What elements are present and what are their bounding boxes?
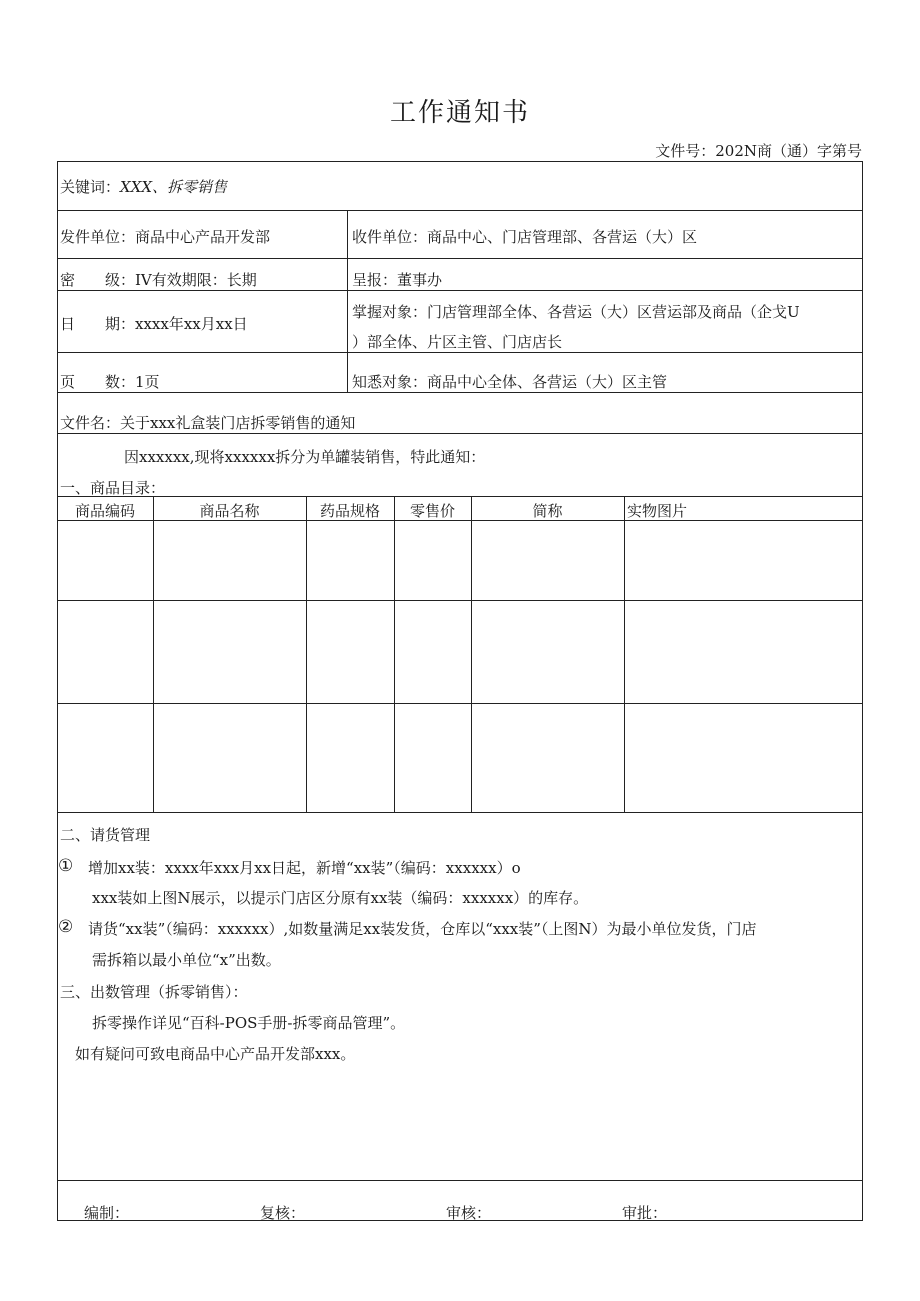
col-header-spec: 药品规格	[319, 502, 380, 520]
table-col-divider-5	[624, 496, 625, 812]
grasp-targets-line2: ）部全体、片区主管、门店店长	[352, 333, 563, 351]
signature-audited: 审核：	[446, 1204, 492, 1222]
section1-title: 一、商品目录：	[60, 479, 166, 497]
header-column-divider	[347, 210, 348, 392]
item1-number: ①	[58, 856, 74, 876]
item1-line2: xxx装如上图N展示，以提示门店区分原有xx装（编码：xxxxxx）的库存。	[92, 889, 589, 907]
section3-line1: 拆零操作详见“百科-POS手册-拆零商品管理”。	[92, 1014, 406, 1032]
issue-date: 日 期：xxxx年xx月xx日	[60, 315, 248, 333]
item2-line2: 需拆箱以最小单位“x”出数。	[92, 951, 281, 969]
table-col-divider-3	[394, 496, 395, 812]
table-col-divider-2	[306, 496, 307, 812]
signature-approved: 审批：	[622, 1204, 668, 1222]
rule-after-date	[57, 352, 863, 353]
document-number: 文件号：202N商（通）字第号	[655, 142, 862, 160]
rule-after-filename	[57, 433, 863, 434]
table-row1-rule	[57, 600, 863, 601]
table-row2-rule	[57, 703, 863, 704]
table-top-rule	[57, 496, 863, 497]
rule-after-pages	[57, 392, 863, 393]
contact-line: 如有疑问可致电商品中心产品开发部xxx。	[75, 1045, 356, 1063]
report-to: 呈报：董事办	[352, 271, 443, 289]
document-title: 工作通知书	[389, 98, 530, 128]
rule-after-secrecy	[57, 290, 863, 291]
table-bottom-rule	[57, 812, 863, 813]
signature-compiled: 编制：	[84, 1204, 130, 1222]
file-name: 文件名：关于xxx礼盒装门店拆零销售的通知	[60, 414, 356, 432]
grasp-targets-line1: 掌握对象：门店管理部全体、各营运（大）区营运部及商品（企戈U	[352, 303, 800, 321]
col-header-product-name: 商品名称	[199, 502, 260, 520]
col-header-product-code: 商品编码	[74, 502, 135, 520]
table-col-divider-1	[153, 496, 154, 812]
table-col-divider-4	[471, 496, 472, 812]
secrecy-level: 密 级：IV有效期限：长期	[60, 271, 257, 289]
col-header-photo: 实物图片	[627, 502, 688, 520]
intro-text: 因xxxxxx,现将xxxxxx拆分为单罐装销售，特此通知：	[124, 448, 486, 466]
rule-after-sender	[57, 258, 863, 259]
rule-after-keywords	[57, 210, 863, 211]
signature-reviewed: 复核：	[260, 1204, 306, 1222]
section2-title: 二、请货管理	[60, 826, 151, 844]
col-header-short-name: 简称	[532, 502, 563, 520]
page-count: 页 数：1页	[60, 373, 160, 391]
signature-rule	[57, 1180, 863, 1181]
receiver-unit: 收件单位：商品中心、门店管理部、各营运（大）区	[352, 228, 698, 246]
keywords-label: 关键词：	[60, 178, 121, 196]
inform-targets: 知悉对象：商品中心全体、各营运（大）区主管	[352, 373, 668, 391]
keywords-value: XXX、拆零销售	[120, 178, 228, 196]
col-header-retail-price: 零售价	[409, 502, 455, 520]
item2-number: ②	[58, 917, 74, 937]
section3-title: 三、出数管理（拆零销售）：	[60, 983, 248, 1001]
item2-line1: 请货“xx装”（编码：xxxxxx）,如数量满足xx装发货，仓库以“xxx装”（上图N）为最小单位发货，门店	[88, 920, 757, 938]
sender-unit: 发件单位：商品中心产品开发部	[60, 228, 271, 246]
item1-line1: 增加xx装：xxxx年xxx月xx日起，新增“xx装”（编码：xxxxxx）o	[88, 859, 521, 877]
keywords-row	[60, 176, 227, 197]
